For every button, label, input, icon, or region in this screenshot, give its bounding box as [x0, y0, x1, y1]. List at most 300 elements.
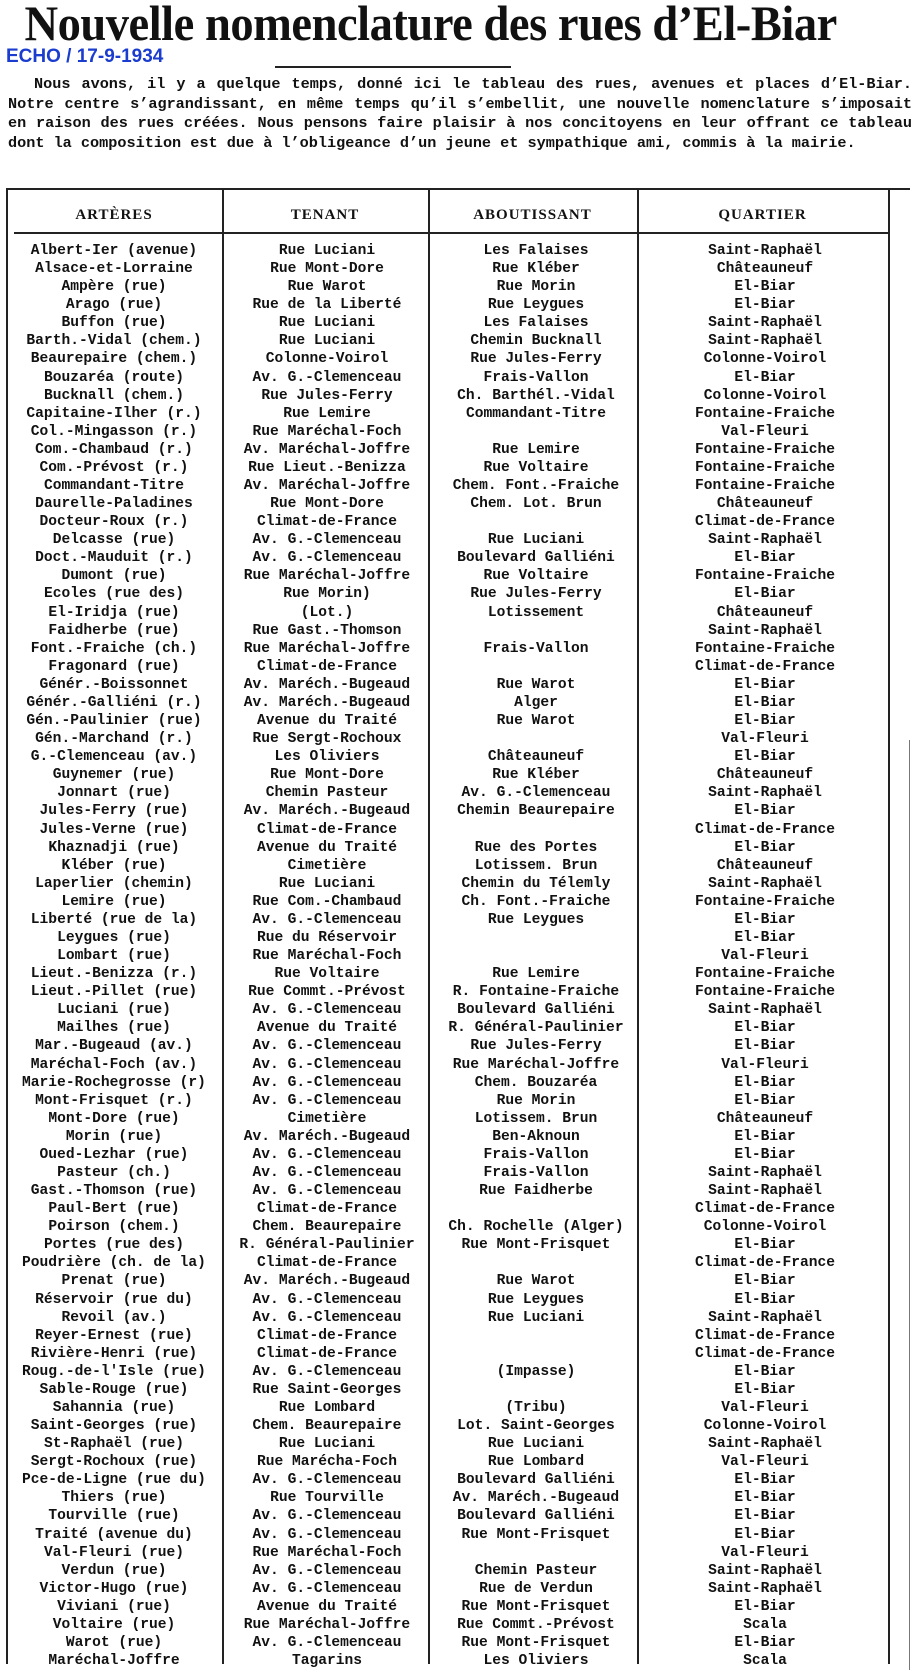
cell-artere: Poudrière (ch. de la) — [22, 1255, 206, 1272]
cell-tenant: Rue Maréchal-Foch — [252, 1544, 402, 1561]
cell-aboutissant: Rue Lombard — [487, 1454, 585, 1471]
cell-tenant: Av. G.-Clemenceau — [252, 1309, 402, 1326]
cell-quartier: El-Biar — [734, 1237, 796, 1254]
cell-quartier: El-Biar — [734, 911, 796, 928]
cell-aboutissant: Rue Luciani — [487, 532, 585, 549]
cell-quartier: Colonne-Voirol — [703, 1418, 827, 1435]
cell-quartier: Val-Fleuri — [721, 731, 809, 748]
cell-quartier: Scala — [743, 1616, 787, 1633]
cell-quartier: Fontaine-Fraiche — [694, 984, 836, 1001]
cell-tenant: Rue Lieut.-Benizza — [248, 459, 406, 476]
cell-quartier: Châteauneuf — [716, 857, 814, 874]
cell-quartier: Fontaine-Fraiche — [694, 459, 836, 476]
table-row — [6, 1417, 890, 1435]
table-row — [6, 658, 890, 676]
table-row — [6, 802, 890, 820]
cell-tenant: Rue Sergt-Rochoux — [252, 731, 402, 748]
cell-quartier: El-Biar — [734, 1635, 796, 1652]
column-header-aboutissant: ABOUTISSANT — [473, 207, 592, 223]
table-row — [6, 1110, 890, 1128]
cell-tenant: Av. G.-Clemenceau — [252, 911, 402, 928]
cell-aboutissant: Frais-Vallon — [483, 369, 589, 386]
cell-tenant: Rue Mont-Dore — [270, 496, 384, 513]
cell-artere: Morin (rue) — [65, 1128, 163, 1145]
cell-quartier: Fontaine-Fraiche — [694, 441, 836, 458]
table-row — [6, 1254, 890, 1272]
cell-aboutissant: Rue Warot — [496, 1273, 576, 1290]
cell-aboutissant: Chem. Font.-Fraiche — [452, 478, 620, 495]
cell-aboutissant: Chemin du Télemly — [461, 875, 611, 892]
cell-artere: Voltaire (rue) — [52, 1616, 176, 1633]
cell-tenant: Av. Maréch.-Bugeaud — [243, 676, 411, 693]
cell-aboutissant: Rue Faidherbe — [479, 1183, 593, 1200]
cell-aboutissant: Rue Kléber — [492, 261, 580, 278]
cell-quartier: El-Biar — [734, 586, 796, 603]
cell-quartier: Val-Fleuri — [721, 1056, 809, 1073]
cell-quartier: Fontaine-Fraiche — [694, 640, 836, 657]
cell-quartier: El-Biar — [734, 1363, 796, 1380]
table-row — [6, 1272, 890, 1290]
cell-tenant: Av. G.-Clemenceau — [252, 1562, 402, 1579]
cell-artere: Génér.-Galliéni (r.) — [26, 694, 202, 711]
cell-artere: St-Raphaël (rue) — [43, 1436, 185, 1453]
table-row — [6, 730, 890, 748]
cell-tenant: Av. G.-Clemenceau — [252, 1508, 402, 1525]
cell-quartier: Colonne-Voirol — [703, 1219, 827, 1236]
column-header-arteres: ARTÈRES — [75, 207, 153, 223]
cell-quartier: Climat-de-France — [694, 1345, 836, 1362]
cell-quartier: El-Biar — [734, 1038, 796, 1055]
cell-aboutissant: Rue Luciani — [487, 1309, 585, 1326]
cell-tenant: Av. Maréch.-Bugeaud — [243, 1273, 411, 1290]
cell-artere: Pce-de-Ligne (rue du) — [22, 1472, 206, 1489]
cell-quartier: Saint-Raphaël — [708, 1164, 822, 1181]
cell-aboutissant — [432, 622, 640, 640]
table-row — [6, 784, 890, 802]
cell-quartier: El-Biar — [734, 1472, 796, 1489]
cell-aboutissant: Lotissement — [487, 604, 585, 621]
cell-quartier: Châteauneuf — [716, 496, 814, 513]
cell-quartier: Fontaine-Fraiche — [694, 893, 836, 910]
table-row — [6, 712, 890, 730]
table-row — [6, 1309, 890, 1327]
column-header-quartier: QUARTIER — [718, 207, 807, 223]
cell-quartier: Châteauneuf — [716, 261, 814, 278]
cell-artere: Sable-Rouge (rue) — [39, 1381, 189, 1398]
cell-artere: Jonnart (rue) — [57, 785, 171, 802]
cell-quartier: El-Biar — [734, 1490, 796, 1507]
cell-tenant: Rue Saint-Georges — [252, 1381, 402, 1398]
cell-tenant: Rue Jules-Ferry — [261, 387, 393, 404]
cell-artere: Delcasse (rue) — [52, 532, 176, 549]
cell-tenant: Climat-de-France — [256, 514, 398, 531]
cell-quartier: Châteauneuf — [716, 767, 814, 784]
cell-aboutissant: Les Falaises — [483, 315, 589, 332]
cell-aboutissant: Frais-Vallon — [483, 1146, 589, 1163]
cell-tenant: Av. G.-Clemenceau — [252, 1146, 402, 1163]
cell-tenant: Rue Luciani — [278, 875, 376, 892]
cell-artere: Mar.-Bugeaud (av.) — [35, 1038, 193, 1055]
cell-artere: Warot (rue) — [65, 1635, 163, 1652]
cell-tenant: Climat-de-France — [256, 1201, 398, 1218]
table-row — [6, 1580, 890, 1598]
cell-artere: Val-Fleuri (rue) — [43, 1544, 185, 1561]
cell-artere: Roug.-de-l'Isle (rue) — [22, 1363, 206, 1380]
cell-tenant: Colonne-Voirol — [265, 351, 389, 368]
table-row — [6, 1598, 890, 1616]
cell-aboutissant: Rue Lemire — [492, 441, 580, 458]
table-row — [6, 513, 890, 531]
cell-aboutissant: Chem. Lot. Brun — [470, 496, 602, 513]
cell-artere: Capitaine-Ilher (r.) — [26, 405, 202, 422]
cell-aboutissant: Boulevard Galliéni — [457, 1508, 615, 1525]
table-row — [6, 640, 890, 658]
cell-quartier: El-Biar — [734, 1092, 796, 1109]
cell-artere: Portes (rue des) — [43, 1237, 185, 1254]
cell-artere: Viviani (rue) — [57, 1598, 171, 1615]
table-row — [6, 857, 890, 875]
cell-aboutissant — [432, 1345, 640, 1363]
cell-quartier: Châteauneuf — [716, 604, 814, 621]
cell-aboutissant: Frais-Vallon — [483, 640, 589, 657]
cell-artere: Com.-Chambaud (r.) — [35, 441, 193, 458]
cell-artere: Arago (rue) — [65, 297, 163, 314]
cell-quartier: Saint-Raphaël — [708, 1562, 822, 1579]
cell-artere: Tourville (rue) — [48, 1508, 180, 1525]
table-row — [6, 1526, 890, 1544]
cell-artere: Guynemer (rue) — [52, 767, 176, 784]
cell-tenant: Av. G.-Clemenceau — [252, 1183, 402, 1200]
cell-aboutissant: Frais-Vallon — [483, 1164, 589, 1181]
cell-artere: Com.-Prévost (r.) — [39, 459, 189, 476]
cell-aboutissant: Av. G.-Clemenceau — [461, 785, 611, 802]
cell-artere: Lieut.-Pillet (rue) — [30, 984, 198, 1001]
cell-artere: Albert-Ier (avenue) — [30, 243, 198, 259]
cell-aboutissant: Ch. Font.-Fraiche — [461, 893, 611, 910]
table-row — [6, 1399, 890, 1417]
cell-quartier: Val-Fleuri — [721, 1400, 809, 1416]
cell-quartier: El-Biar — [734, 1020, 796, 1037]
cell-tenant: Av. G.-Clemenceau — [252, 1092, 402, 1109]
cell-artere: Génér.-Boissonnet — [39, 676, 189, 693]
cell-artere: Saint-Georges (rue) — [30, 1418, 198, 1435]
cell-tenant: Av. Maréch.-Bugeaud — [243, 803, 411, 820]
cell-aboutissant: Rue Voltaire — [483, 459, 589, 476]
cell-artere: Font.-Fraiche (ch.) — [30, 640, 198, 657]
cell-tenant: Av. Maréchal-Joffre — [243, 441, 411, 458]
cell-aboutissant: Rue Jules-Ferry — [470, 586, 602, 603]
cell-artere: El-Iridja (rue) — [48, 604, 180, 621]
cell-artere: Leygues (rue) — [57, 929, 171, 946]
cell-artere: Sergt-Rochoux (rue) — [30, 1454, 198, 1471]
cell-aboutissant: Rue Morin — [496, 1092, 576, 1109]
cell-quartier: El-Biar — [734, 1598, 796, 1615]
cell-aboutissant: Av. Maréch.-Bugeaud — [452, 1490, 620, 1507]
cell-aboutissant: Rue Leygues — [487, 297, 585, 314]
cell-quartier: Saint-Raphaël — [708, 1183, 822, 1200]
table-row — [6, 748, 890, 766]
cell-artere: Mailhes (rue) — [57, 1020, 171, 1037]
table-row — [6, 1562, 890, 1580]
cell-tenant: Avenue du Traité — [256, 839, 398, 856]
table-row — [6, 622, 890, 640]
cell-quartier: Saint-Raphaël — [708, 333, 822, 350]
column-header-tenant: TENANT — [290, 207, 360, 223]
cell-artere: Daurelle-Paladines — [35, 496, 193, 513]
table-row — [6, 1218, 890, 1236]
cell-aboutissant — [432, 423, 640, 441]
cell-aboutissant: Les Oliviers — [483, 1653, 589, 1670]
cell-quartier: El-Biar — [734, 839, 796, 856]
cell-tenant: Av. G.-Clemenceau — [252, 1291, 402, 1308]
cell-artere: Doct.-Mauduit (r.) — [35, 550, 193, 567]
cell-quartier: El-Biar — [734, 749, 796, 766]
cell-quartier: Val-Fleuri — [721, 423, 809, 440]
cell-aboutissant — [432, 947, 640, 965]
table-row — [6, 1128, 890, 1146]
cell-quartier: Climat-de-France — [694, 1201, 836, 1218]
cell-artere: Gén.-Paulinier (rue) — [26, 713, 202, 730]
table-row — [6, 1164, 890, 1182]
cell-quartier: Val-Fleuri — [721, 1454, 809, 1471]
cell-tenant: Rue Marécha-Foch — [256, 1454, 398, 1471]
cell-aboutissant: Châteauneuf — [487, 749, 585, 766]
cell-tenant: Rue Tourville — [270, 1490, 384, 1507]
cell-quartier: El-Biar — [734, 803, 796, 820]
cell-tenant: Rue Maréchal-Joffre — [243, 640, 411, 657]
cell-aboutissant: Rue Luciani — [487, 1436, 585, 1453]
cell-artere: Fragonard (rue) — [48, 658, 180, 675]
table-row — [6, 875, 890, 893]
cell-tenant: Rue Maréchal-Joffre — [243, 1616, 411, 1633]
cell-aboutissant: Rue des Portes — [474, 839, 598, 856]
cell-quartier: Saint-Raphaël — [708, 785, 822, 802]
cell-aboutissant: Rue Warot — [496, 713, 576, 730]
cell-quartier: Saint-Raphaël — [708, 875, 822, 892]
cell-quartier: Val-Fleuri — [721, 948, 809, 965]
cell-tenant: Tagarins — [291, 1653, 363, 1670]
cell-quartier: Saint-Raphaël — [708, 1436, 822, 1453]
cell-artere: Mont-Dore (rue) — [48, 1110, 180, 1127]
table-row — [6, 1092, 890, 1110]
cell-quartier: El-Biar — [734, 1526, 796, 1543]
cell-tenant: Chem. Beaurepaire — [252, 1219, 402, 1236]
cell-artere: Poirson (chem.) — [48, 1219, 180, 1236]
cell-artere: Oued-Lezhar (rue) — [39, 1146, 189, 1163]
cell-tenant: Rue Mont-Dore — [270, 767, 384, 784]
cell-quartier: Saint-Raphaël — [708, 1002, 822, 1019]
cell-tenant: Av. G.-Clemenceau — [252, 1002, 402, 1019]
cell-tenant: Av. G.-Clemenceau — [252, 1472, 402, 1489]
table-row — [6, 1489, 890, 1507]
cell-aboutissant — [432, 821, 640, 839]
cell-artere: Alsace-et-Lorraine — [35, 261, 193, 278]
table-row — [6, 477, 890, 495]
cell-tenant: Climat-de-France — [256, 1345, 398, 1362]
table-row — [6, 983, 890, 1001]
cell-tenant: Rue Warot — [287, 279, 367, 296]
cell-quartier: Fontaine-Fraiche — [694, 405, 836, 422]
cell-aboutissant: Rue Commt.-Prévost — [457, 1616, 615, 1633]
table-row — [6, 1453, 890, 1471]
table-row — [6, 387, 890, 405]
cell-quartier: El-Biar — [734, 1146, 796, 1163]
cell-artere: Revoil (av.) — [61, 1309, 167, 1326]
cell-artere: Prenat (rue) — [61, 1273, 167, 1290]
cell-tenant: Rue Voltaire — [274, 966, 380, 983]
table-row — [6, 567, 890, 585]
cell-tenant: Av. G.-Clemenceau — [252, 1164, 402, 1181]
cell-quartier: Fontaine-Fraiche — [694, 966, 836, 983]
table-row — [6, 260, 890, 278]
table-row — [6, 1327, 890, 1345]
cell-artere: Paul-Bert (rue) — [48, 1201, 180, 1218]
cell-aboutissant: Boulevard Galliéni — [457, 550, 615, 567]
cell-tenant: Avenue du Traité — [256, 1020, 398, 1037]
cell-artere: Verdun (rue) — [61, 1562, 167, 1579]
cell-quartier: El-Biar — [734, 297, 796, 314]
cell-quartier: El-Biar — [734, 694, 796, 711]
cell-tenant: Avenue du Traité — [256, 1598, 398, 1615]
cell-tenant: Av. G.-Clemenceau — [252, 1580, 402, 1597]
table-row — [6, 1471, 890, 1489]
cell-aboutissant: Rue Lemire — [492, 966, 580, 983]
cell-tenant: R. Général-Paulinier — [239, 1237, 415, 1254]
table-row — [6, 1634, 890, 1652]
cell-artere: Buffon (rue) — [61, 315, 167, 332]
cell-aboutissant — [432, 929, 640, 947]
cell-quartier: Saint-Raphaël — [708, 1580, 822, 1597]
cell-quartier: Fontaine-Fraiche — [694, 568, 836, 585]
cell-aboutissant: Ben-Aknoun — [492, 1128, 580, 1145]
table-row — [6, 1182, 890, 1200]
cell-aboutissant: R. Fontaine-Fraiche — [452, 984, 620, 1001]
table-row — [6, 1652, 890, 1670]
cell-artere: Faidherbe (rue) — [48, 622, 180, 639]
cell-aboutissant: Chemin Bucknall — [470, 333, 602, 350]
cell-tenant: Cimetière — [287, 1110, 367, 1127]
table-row — [6, 1363, 890, 1381]
cell-tenant: Rue Maréchal-Joffre — [243, 568, 411, 585]
cell-quartier: Saint-Raphaël — [708, 315, 822, 332]
cell-quartier: El-Biar — [734, 550, 796, 567]
header-rule — [14, 232, 888, 234]
cell-tenant: Chem. Beaurepaire — [252, 1418, 402, 1435]
cell-quartier: El-Biar — [734, 1508, 796, 1525]
cell-aboutissant: Rue Morin — [496, 279, 576, 296]
cell-aboutissant: Rue Leygues — [487, 1291, 585, 1308]
table-row — [6, 350, 890, 368]
table-row — [6, 604, 890, 622]
table-row — [6, 495, 890, 513]
cell-quartier: El-Biar — [734, 1273, 796, 1290]
cell-tenant: Av. G.-Clemenceau — [252, 1363, 402, 1380]
cell-aboutissant: Rue Warot — [496, 676, 576, 693]
title-rule — [275, 66, 511, 68]
cell-tenant: Climat-de-France — [256, 658, 398, 675]
cell-aboutissant — [432, 658, 640, 676]
cell-aboutissant: Lotissem. Brun — [474, 857, 598, 874]
cell-tenant: Rue de la Liberté — [252, 297, 402, 314]
cell-aboutissant: (Impasse) — [496, 1363, 576, 1380]
table-row — [6, 1037, 890, 1055]
cell-tenant: Rue Morin) — [283, 586, 371, 603]
cell-aboutissant: (Tribu) — [505, 1400, 567, 1416]
cell-artere: Liberté (rue de la) — [30, 911, 198, 928]
cell-tenant: Av. Maréch.-Bugeaud — [243, 694, 411, 711]
article-title: Nouvelle nomenclature des rues d’El-Biar — [24, 0, 837, 51]
cell-aboutissant: R. Général-Paulinier — [448, 1020, 624, 1037]
cell-tenant: Av. G.-Clemenceau — [252, 532, 402, 549]
cell-artere: Traité (avenue du) — [35, 1526, 193, 1543]
source-label: ECHO / 17-9-1934 — [6, 46, 164, 67]
cell-tenant: Av. G.-Clemenceau — [252, 1038, 402, 1055]
table-row — [6, 676, 890, 694]
cell-tenant: Chemin Pasteur — [265, 785, 389, 802]
cell-quartier: Climat-de-France — [694, 821, 836, 838]
cell-aboutissant: Chemin Beaurepaire — [457, 803, 615, 820]
cell-artere: Reyer-Ernest (rue) — [35, 1327, 193, 1344]
cell-artere: Gast.-Thomson (rue) — [30, 1183, 198, 1200]
cell-artere: Gén.-Marchand (r.) — [35, 731, 193, 748]
cell-quartier: Climat-de-France — [694, 658, 836, 675]
cell-tenant: Rue Luciani — [278, 333, 376, 350]
cell-tenant: Rue Lombard — [278, 1400, 376, 1416]
cell-aboutissant: Rue Leygues — [487, 911, 585, 928]
cell-quartier: Climat-de-France — [694, 1327, 836, 1344]
table-row — [6, 929, 890, 947]
cell-tenant: Av. G.-Clemenceau — [252, 550, 402, 567]
table-row — [6, 947, 890, 965]
cell-artere: Maréchal-Joffre — [48, 1653, 180, 1670]
table-row — [6, 332, 890, 350]
cell-aboutissant: Rue Maréchal-Joffre — [452, 1056, 620, 1073]
table-row — [6, 296, 890, 314]
table-row — [6, 1435, 890, 1453]
cell-artere: Lieut.-Benizza (r.) — [30, 966, 198, 983]
cell-tenant: Avenue du Traité — [256, 713, 398, 730]
cell-artere: Laperlier (chemin) — [35, 875, 193, 892]
cell-tenant: Rue Commt.-Prévost — [248, 984, 406, 1001]
cell-artere: Khaznadji (rue) — [48, 839, 180, 856]
cell-tenant: (Lot.) — [300, 604, 354, 621]
cell-aboutissant: Lot. Saint-Georges — [457, 1418, 615, 1435]
cell-artere: Marie-Rochegrosse (r) — [22, 1074, 206, 1091]
cell-aboutissant: Rue Kléber — [492, 767, 580, 784]
cell-aboutissant: Ch. Rochelle (Alger) — [448, 1219, 624, 1236]
table-row — [6, 1236, 890, 1254]
cell-aboutissant: Rue Jules-Ferry — [470, 351, 602, 368]
cell-aboutissant: Commandant-Titre — [465, 405, 607, 422]
cell-aboutissant: Ch. Barthél.-Vidal — [457, 387, 615, 404]
cell-aboutissant — [432, 1327, 640, 1345]
cell-tenant: Rue Maréchal-Foch — [252, 423, 402, 440]
cell-quartier: Scala — [743, 1653, 787, 1670]
cell-artere: Mont-Frisquet (r.) — [35, 1092, 193, 1109]
cell-artere: Ampère (rue) — [61, 279, 167, 296]
cell-quartier: El-Biar — [734, 1291, 796, 1308]
table-row — [6, 1146, 890, 1164]
cell-artere: Rivière-Henri (rue) — [30, 1345, 198, 1362]
cell-quartier: Châteauneuf — [716, 1110, 814, 1127]
cell-artere: Barth.-Vidal (chem.) — [26, 333, 202, 350]
cell-artere: Victor-Hugo (rue) — [39, 1580, 189, 1597]
table-row — [6, 405, 890, 423]
cell-tenant: Cimetière — [287, 857, 367, 874]
cell-aboutissant: Rue Mont-Frisquet — [461, 1526, 611, 1543]
cell-tenant: Rue Maréchal-Foch — [252, 948, 402, 965]
cell-quartier: Saint-Raphaël — [708, 622, 822, 639]
